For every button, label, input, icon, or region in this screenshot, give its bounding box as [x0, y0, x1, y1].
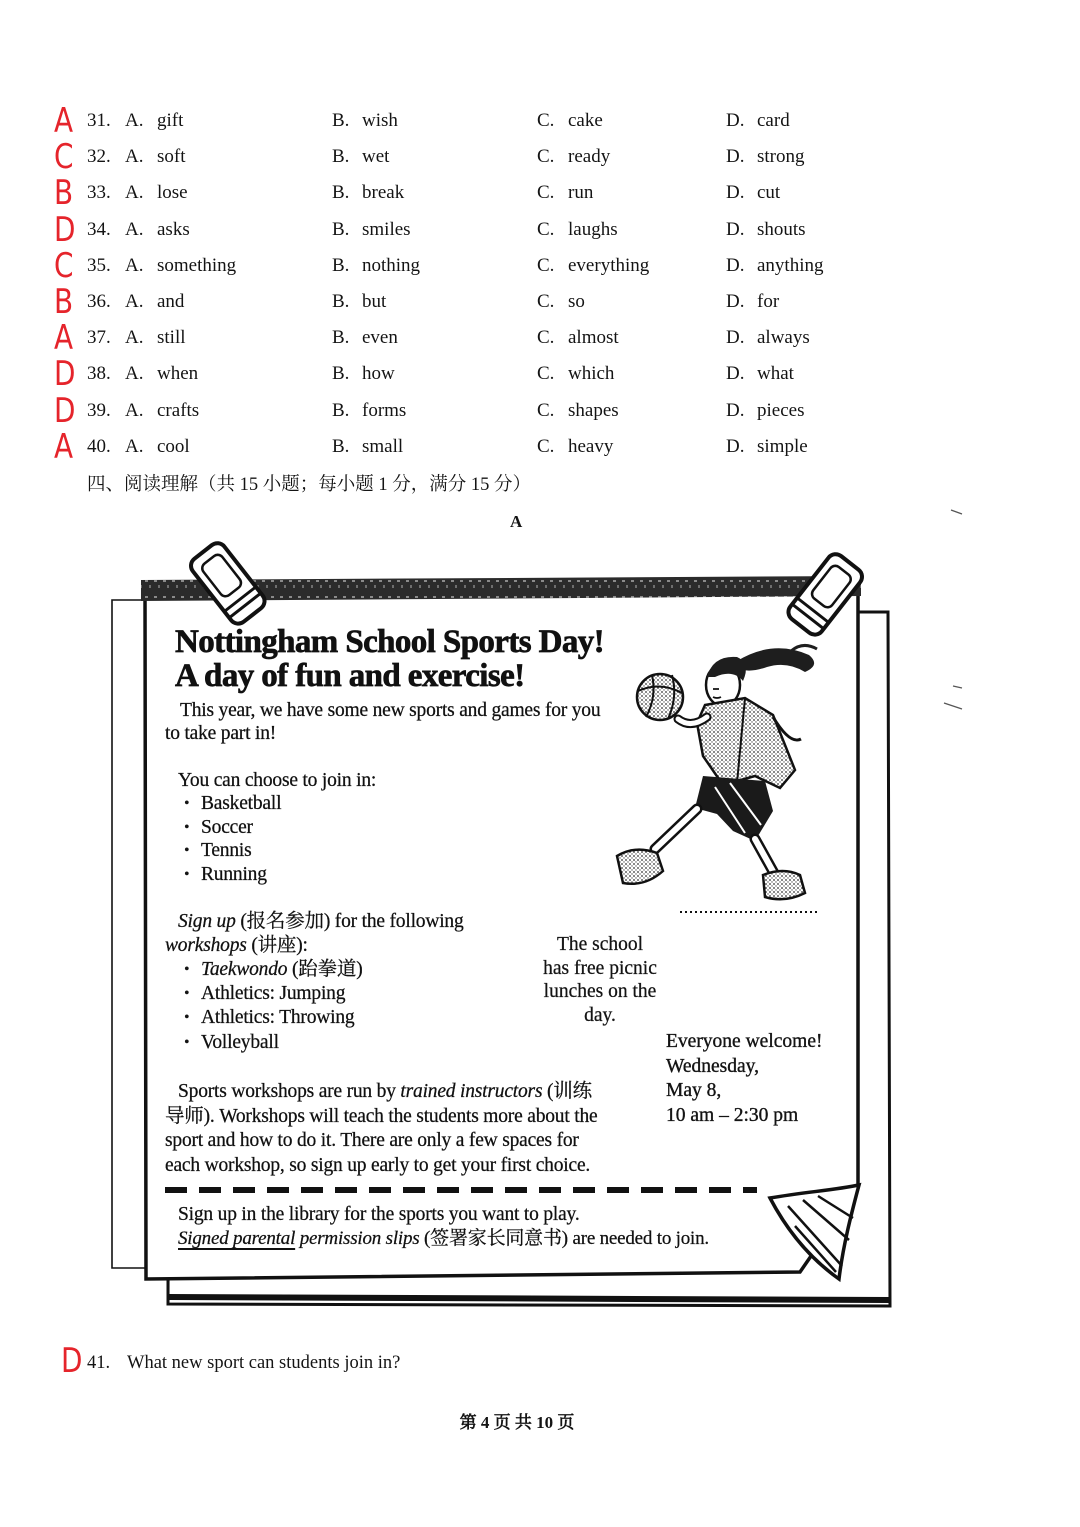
option-c-letter: C.: [537, 290, 555, 312]
event-date: May 8,: [666, 1080, 722, 1102]
info-start: Sports workshops are run by: [178, 1081, 401, 1102]
signup-rest: (报名参加) for the following: [235, 911, 464, 932]
question-number: 35.: [87, 254, 111, 276]
question-number: 37.: [87, 327, 111, 349]
option-a-letter: A.: [125, 110, 144, 131]
option-d-letter: D.: [726, 399, 745, 421]
option-c-letter: C.: [537, 218, 555, 240]
option-c-letter: C.: [537, 146, 555, 168]
option-d-letter: D.: [726, 363, 745, 385]
option-b-letter: B.: [332, 110, 350, 131]
workshop-info-line-1: [178, 1080, 592, 1104]
option-c-text: almost: [568, 327, 619, 349]
player-left-shoe: [617, 850, 663, 884]
option-d-text: for: [757, 290, 780, 312]
option-b-letter: B.: [332, 218, 350, 240]
list-bullet: •: [184, 961, 190, 978]
option-b-text: how: [362, 363, 395, 385]
sport-item: Tennis: [201, 840, 252, 861]
option-a-letter: A.: [125, 363, 144, 385]
option-a-text: asks: [157, 218, 190, 240]
handwritten-answer: C: [54, 245, 74, 286]
option-d-letter: D.: [726, 435, 745, 457]
sports-list-label: You can choose to join in:: [178, 770, 377, 791]
section-heading: 四、阅读理解（共 15 小题；每小题 1 分，满分 15 分）: [87, 475, 532, 495]
workshop-info-line-3: sport and how to do it. There are only a few spaces for: [165, 1130, 579, 1151]
option-c-letter: C.: [537, 110, 555, 131]
workshops-rest: (讲座):: [246, 935, 308, 956]
picnic-line: day.: [584, 1005, 616, 1027]
workshops-italic: workshops: [165, 935, 247, 956]
event-day: Wednesday,: [666, 1055, 760, 1077]
basketball-player-illustration: [605, 635, 840, 920]
workshop-info-line-4: each workshop, so sign up early to get your first choice.: [165, 1155, 591, 1176]
option-a-letter: A.: [125, 182, 144, 204]
option-b-letter: B.: [332, 327, 350, 349]
list-bullet: •: [184, 842, 190, 859]
option-c-text: shapes: [568, 399, 619, 421]
list-bullet: •: [184, 1009, 190, 1026]
option-a-text: soft: [157, 146, 186, 168]
option-b-letter: B.: [332, 290, 350, 312]
page-footer: 第 4 页 共 10 页: [459, 1413, 575, 1432]
sport-item: Soccer: [201, 817, 253, 838]
workshop-signup-line: [178, 910, 464, 934]
option-d-text: card: [757, 110, 790, 131]
picnic-line: The school: [556, 934, 644, 955]
option-b-letter: B.: [332, 435, 350, 457]
option-b-text: wet: [362, 146, 390, 168]
poster-intro-line-2: to take part in!: [165, 723, 277, 744]
basketball: [637, 674, 683, 720]
passage-label: A: [510, 512, 523, 531]
option-d-letter: D.: [726, 254, 745, 276]
option-c-letter: C.: [537, 363, 555, 385]
option-d-text: pieces: [757, 399, 805, 421]
option-a-letter: A.: [125, 290, 144, 312]
list-bullet: •: [184, 866, 190, 883]
option-b-text: even: [362, 327, 398, 349]
info-italic: trained instructors: [400, 1081, 543, 1102]
option-c-text: so: [568, 290, 585, 312]
option-d-text: simple: [757, 435, 808, 457]
list-bullet: •: [184, 985, 190, 1002]
permission-italic: permission slips: [295, 1228, 420, 1249]
question-number: 33.: [87, 182, 111, 204]
option-c-text: heavy: [568, 435, 614, 457]
option-a-text: crafts: [157, 399, 200, 421]
workshop-item-note: (跆拳道): [287, 959, 363, 980]
option-a-letter: A.: [125, 399, 144, 421]
player-jacket: [697, 698, 795, 788]
option-b-letter: B.: [332, 146, 350, 168]
option-d-text: strong: [757, 146, 805, 168]
poster-title: Nottingham School Sports Day!: [175, 624, 605, 660]
option-b-letter: B.: [332, 182, 350, 204]
question-number: 41.: [87, 1353, 111, 1373]
handwritten-answer: D: [54, 390, 76, 431]
option-d-text: shouts: [757, 218, 806, 240]
workshop-item-italic: Taekwondo: [201, 959, 288, 980]
question-number: 32.: [87, 146, 111, 168]
option-c-text: run: [568, 182, 594, 204]
option-c-text: cake: [568, 110, 603, 131]
option-a-letter: A.: [125, 254, 144, 276]
option-c-text: which: [568, 363, 615, 385]
workshop-item: Athletics: Jumping: [201, 983, 346, 1004]
option-b-text: small: [362, 435, 404, 457]
info-end: (训练: [542, 1081, 592, 1102]
event-details: [666, 1030, 822, 1128]
handwritten-answer: A: [54, 101, 74, 141]
option-a-text: gift: [157, 110, 184, 131]
option-a-text: lose: [157, 182, 188, 204]
option-b-text: but: [362, 290, 387, 312]
option-d-letter: D.: [726, 110, 745, 131]
question-number: 31.: [87, 110, 111, 131]
picnic-line: lunches on the: [543, 981, 657, 1003]
option-a-text: something: [157, 254, 237, 276]
player-right-shoe: [763, 871, 805, 899]
option-c-letter: C.: [537, 254, 555, 276]
workshop-item: Volleyball: [201, 1032, 279, 1053]
option-c-letter: C.: [537, 327, 555, 349]
option-c-text: laughs: [568, 218, 618, 240]
sport-item: Basketball: [201, 793, 282, 814]
option-d-letter: D.: [726, 146, 745, 168]
option-a-text: and: [157, 290, 185, 312]
poster-intro-line-1: This year, we have some new sports and games for you: [180, 700, 601, 721]
handwritten-answer: D: [54, 209, 76, 250]
option-c-text: everything: [568, 254, 650, 276]
option-d-letter: D.: [726, 290, 745, 312]
picnic-line: has free picnic: [543, 957, 657, 979]
option-b-text: forms: [362, 399, 407, 421]
option-b-text: nothing: [362, 254, 421, 276]
workshop-item: [201, 958, 363, 982]
list-bullet: •: [184, 1034, 190, 1051]
option-a-text: still: [157, 327, 186, 349]
event-time: 10 am – 2:30 pm: [666, 1104, 799, 1126]
option-d-text: always: [757, 327, 810, 349]
picnic-notice: [530, 933, 670, 1028]
option-d-text: what: [757, 363, 794, 385]
permission-rest: (签署家长同意书) are needed to join.: [419, 1228, 709, 1249]
option-b-letter: B.: [332, 363, 350, 385]
question-text: What new sport can students join in?: [127, 1353, 401, 1373]
workshop-info-line-2: 导师). Workshops will teach the students more about the: [165, 1106, 598, 1127]
option-b-letter: B.: [332, 254, 350, 276]
option-d-text: anything: [757, 254, 824, 276]
question-number: 39.: [87, 399, 111, 421]
list-bullet: •: [184, 819, 190, 836]
handwritten-answer: D: [61, 1341, 83, 1381]
option-a-letter: A.: [125, 327, 144, 349]
question-number: 38.: [87, 363, 111, 385]
question-number: 36.: [87, 290, 111, 312]
handwritten-answer: A: [54, 318, 74, 359]
option-d-text: cut: [757, 182, 781, 204]
option-b-text: break: [362, 182, 405, 204]
question-number: 34.: [87, 218, 111, 240]
option-d-letter: D.: [726, 218, 745, 240]
scan-artifacts: [944, 510, 962, 709]
event-welcome: Everyone welcome!: [666, 1031, 823, 1052]
option-c-letter: C.: [537, 399, 555, 421]
handwritten-answer: C: [54, 137, 74, 178]
option-a-text: when: [157, 363, 199, 385]
sport-item: Running: [201, 864, 267, 885]
option-a-letter: A.: [125, 146, 144, 168]
option-c-letter: C.: [537, 435, 555, 457]
handwritten-answer: A: [54, 426, 74, 467]
option-b-letter: B.: [332, 399, 350, 421]
list-bullet: •: [184, 795, 190, 812]
option-d-letter: D.: [726, 327, 745, 349]
option-c-text: ready: [568, 146, 611, 168]
poster-subtitle: A day of fun and exercise!: [175, 658, 525, 694]
player-ponytail: [737, 645, 817, 672]
option-b-text: smiles: [362, 218, 411, 240]
option-a-letter: A.: [125, 435, 144, 457]
permission-note: [178, 1227, 709, 1251]
option-a-text: cool: [157, 435, 190, 457]
option-a-letter: A.: [125, 218, 144, 240]
player-shorts: [695, 776, 773, 841]
option-c-letter: C.: [537, 182, 555, 204]
option-b-text: wish: [362, 110, 398, 131]
option-d-letter: D.: [726, 182, 745, 204]
handwritten-answer: B: [54, 281, 74, 322]
handwritten-answer: D: [54, 354, 76, 395]
question-number: 40.: [87, 435, 111, 457]
signup-italic: Sign up: [178, 911, 236, 932]
workshop-item: Athletics: Throwing: [201, 1007, 355, 1028]
workshop-label-line: [165, 934, 308, 958]
library-signup-note: Sign up in the library for the sports you want to play.: [178, 1204, 580, 1225]
handwritten-answer: B: [54, 173, 74, 214]
permission-underlined: Signed parental: [178, 1228, 296, 1249]
